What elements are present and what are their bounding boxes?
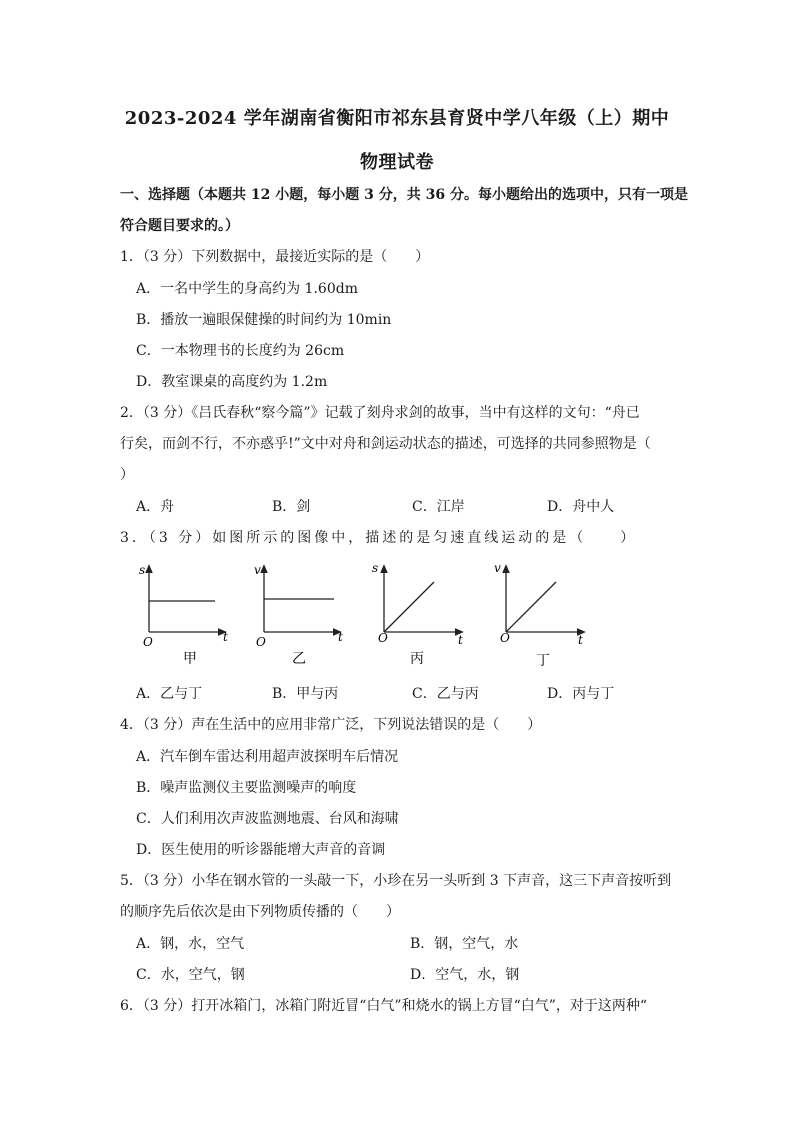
exam-title-line1: 2023-2024 学年湖南省衡阳市祁东县育贤中学八年级（上）期中 <box>124 108 670 129</box>
q1-option-a: A．一名中学生的身高约为 1.60dm <box>136 281 358 297</box>
question-5-stem-cont: 的顺序先后依次是由下列物质传播的（ ） <box>120 904 400 920</box>
q1-option-d: D．教室课桌的高度约为 1.2m <box>136 374 328 390</box>
origin-label: O <box>143 635 153 649</box>
question-2-stem-end: ） <box>120 467 134 483</box>
y-label: s <box>139 563 146 577</box>
question-2-stem-cont: 行矣，而剑不行，不亦惑乎!”文中对舟和剑运动状态的描述，可选择的共同参照物是（ <box>120 436 651 452</box>
origin-label: O <box>378 631 388 645</box>
q1-option-b: B．播放一遍眼保健操的时间约为 10min <box>136 312 392 328</box>
x-label: t <box>223 630 228 644</box>
exam-title-line2: 物理试卷 <box>360 152 434 173</box>
q2-option-b: B．剑 <box>272 499 311 515</box>
x-label: t <box>578 633 583 647</box>
y-label: v <box>254 563 261 577</box>
q2-option-d: D．舟中人 <box>547 499 615 515</box>
graph-yi <box>250 560 350 672</box>
q3-option-d: D．丙与丁 <box>547 686 615 702</box>
q4-option-a: A．汽车倒车雷达利用超声波探明车后情况 <box>136 749 399 765</box>
q3-option-c: C．乙与丙 <box>412 686 479 702</box>
question-4-stem: 4．（3 分）声在生活中的应用非常广泛，下列说法错误的是（ ） <box>120 717 542 733</box>
question-6-stem: 6．（3 分）打开冰箱门，冰箱门附近冒“白气”和烧水的锅上方冒“白气”，对于这两种“ <box>120 998 648 1014</box>
q5-option-b: B．钢，空气，水 <box>410 936 519 952</box>
q3-option-b: B．甲与丙 <box>272 686 339 702</box>
graph-line <box>384 582 434 632</box>
question-1-stem: 1．（3 分）下列数据中，最接近实际的是（ ） <box>120 249 430 265</box>
y-label: v <box>494 561 501 575</box>
graph-caption: 丁 <box>536 653 550 669</box>
graph-caption: 甲 <box>183 651 197 667</box>
q5-option-a: A．钢，水，空气 <box>136 936 245 952</box>
q4-option-c: C．人们利用次声波监测地震、台风和海啸 <box>136 811 399 827</box>
q4-option-b: B．噪声监测仪主要监测噪声的响度 <box>136 780 357 796</box>
section-heading-cont: 符合题目要求的。） <box>120 218 239 234</box>
q2-option-a: A．舟 <box>136 499 175 515</box>
graph-ding <box>492 560 592 672</box>
q2-option-c: C．江岸 <box>412 499 465 515</box>
origin-label: O <box>500 631 510 645</box>
section-heading: 一、选择题（本题共 12 小题，每小题 3 分，共 36 分。每小题给出的选项中，只有一项是 <box>120 187 688 203</box>
q5-option-c: C．水，空气，钢 <box>136 967 245 983</box>
question-2-stem: 2．（3 分）《吕氏春秋“察今篇”》记载了刻舟求剑的故事，当中有这样的文句：“舟已 <box>120 405 640 421</box>
origin-label: O <box>256 635 266 649</box>
graph-caption: 丙 <box>410 651 424 667</box>
graph-bing <box>370 560 470 672</box>
q3-option-a: A．乙与丁 <box>136 686 203 702</box>
graph-line <box>506 582 556 632</box>
x-label: t <box>458 633 463 647</box>
q1-option-c: C．一本物理书的长度约为 26cm <box>136 343 345 359</box>
q4-option-d: D．医生使用的听诊器能增大声音的音调 <box>136 842 386 858</box>
q5-option-d: D．空气，水，钢 <box>410 967 520 983</box>
graph-jia <box>135 560 235 672</box>
question-5-stem: 5．（3 分）小华在钢水管的一头敲一下，小珍在另一头听到 3 下声音，这三下声音按听到 <box>120 873 672 889</box>
x-label: t <box>338 630 343 644</box>
question-3-stem: 3．（3 分）如图所示的图像中，描述的是匀速直线运动的是（ ） <box>120 530 638 546</box>
graph-caption: 乙 <box>292 651 306 667</box>
y-label: s <box>372 561 379 575</box>
